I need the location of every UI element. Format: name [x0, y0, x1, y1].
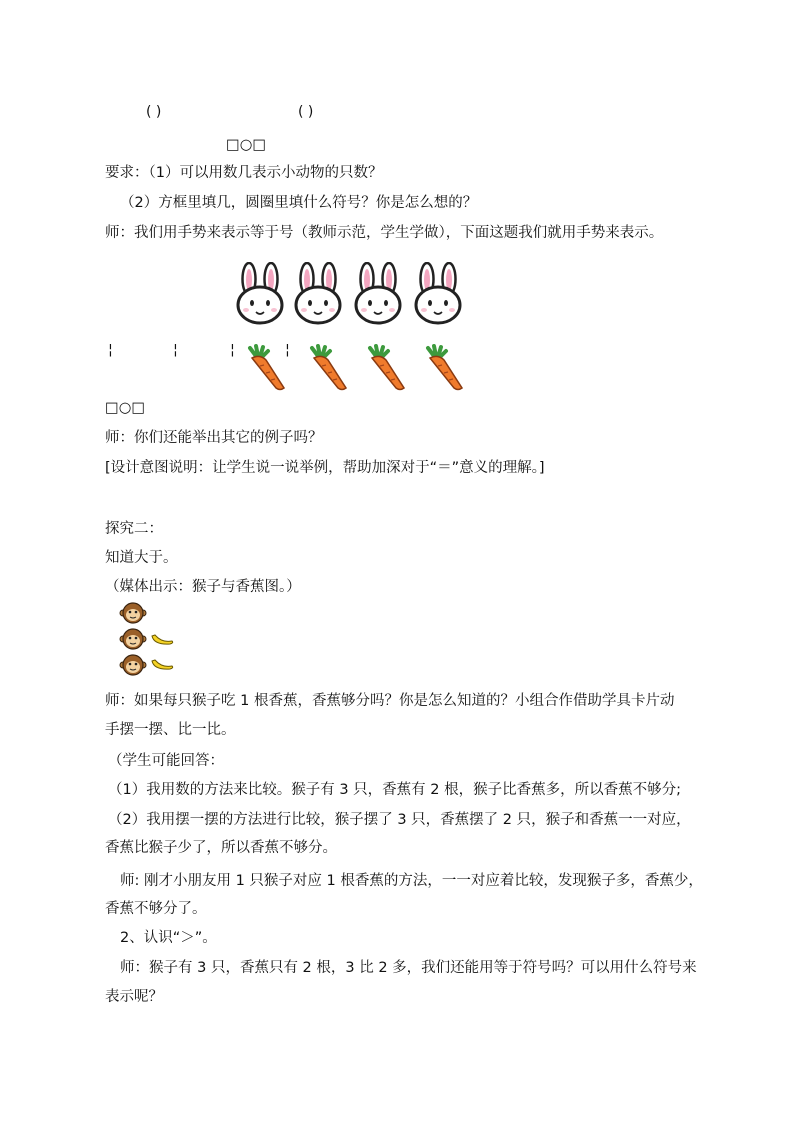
- teacher-summary-line-1: 师: 刚才小朋友用 1 只猴子对应 1 根香蕉的方法，一一对应着比较，发现猴子多，香蕉少，: [120, 873, 703, 889]
- answer-1: （1）我用数的方法来比较。猴子有 3 只，香蕉有 2 根，猴子比香蕉多，所以香蕉不够分;: [108, 782, 681, 798]
- answer-2-line-1: （2）我用摆一摆的方法进行比较，猴子摆了 3 只，香蕉摆了 2 只，猴子和香蕉一一对应，: [108, 812, 691, 828]
- monkeys-bananas-illustration: [116, 602, 180, 680]
- tick-2: ¦: [173, 342, 178, 358]
- requirement-2: （2）方框里填几，圆圈里填什么符号？你是怎么想的？: [120, 195, 478, 211]
- blank-left: ( ): [146, 104, 162, 120]
- blank-right: ( ): [298, 104, 314, 120]
- section-recognize-gt: 2、认识“＞”。: [120, 930, 217, 946]
- symbol-template-mid: □○□: [105, 400, 146, 416]
- media-note: （媒体出示：猴子与香蕉图。）: [105, 579, 301, 595]
- symbol-template-top: □○□: [226, 137, 267, 153]
- teacher-gt-line-2: 表示呢？: [105, 989, 163, 1005]
- teacher-question-line-2: 手摆一摆、比一比。: [105, 722, 236, 738]
- teacher-line-1: 师：我们用手势来表示等于号（教师示范，学生学做），下面这题我们就用手势来表示。: [105, 225, 664, 241]
- tick-1: ¦: [108, 342, 113, 358]
- teacher-gt-line-1: 师：猴子有 3 只，香蕉只有 2 根，3 比 2 多，我们还能用等于符号吗？可以用什么符号来: [120, 960, 697, 976]
- tick-4: ¦: [285, 342, 290, 358]
- answer-2-line-2: 香蕉比猴子少了，所以香蕉不够分。: [105, 840, 337, 856]
- design-note: [设计意图说明：让学生说一说举例，帮助加深对于“＝”意义的理解。]: [105, 460, 545, 476]
- tick-3: ¦: [230, 342, 235, 358]
- teacher-question-line-1: 师：如果每只猴子吃 1 根香蕉，香蕉够分吗？你是怎么知道的？小组合作借助学具卡片动: [105, 693, 675, 709]
- teacher-line-2: 师：你们还能举出其它的例子吗？: [105, 430, 323, 446]
- know-greater-than: 知道大于。: [105, 550, 178, 566]
- student-answers-intro: （学生可能回答：: [108, 753, 224, 769]
- requirement-1: 要求：（1）可以用数几表示小动物的只数？: [105, 165, 383, 181]
- rabbits-illustration: [234, 262, 470, 326]
- teacher-summary-line-2: 香蕉不够分了。: [105, 901, 207, 917]
- carrots-illustration: [244, 344, 470, 392]
- explore-two-heading: 探究二：: [105, 521, 163, 537]
